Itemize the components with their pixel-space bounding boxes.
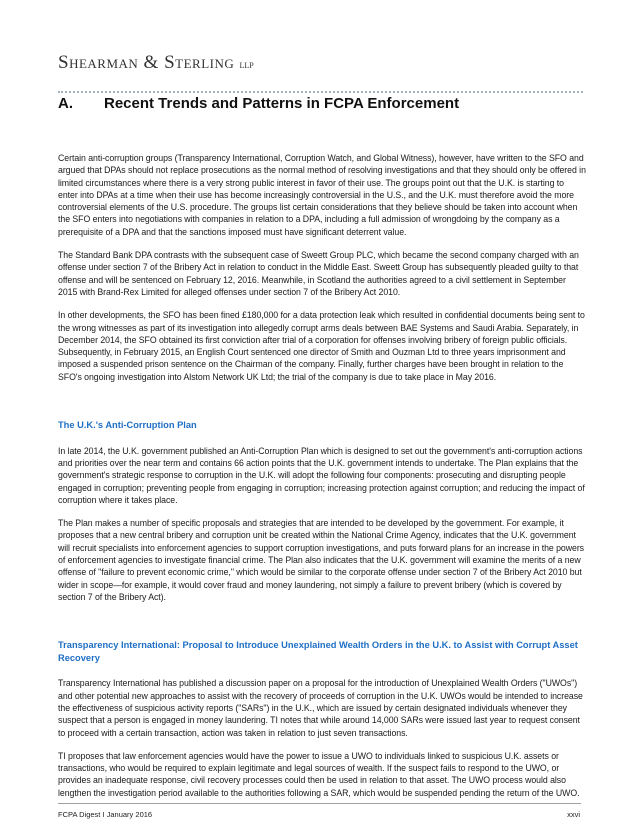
- footer-publication: FCPA Digest I January 2016: [58, 810, 153, 819]
- subheading-unexplained-wealth-orders: Transparency International: Proposal to Introduce Unexplained Wealth Orders in the U.K. to Assist with Corrupt Asset Recovery: [58, 640, 578, 663]
- paragraph: The Standard Bank DPA contrasts with the subsequent case of Sweett Group PLC, which became the second company charged with an offense under section 7 of the Bribery Act in relation to conduct in the Middle East. Sweett Group has subsequently pleaded guilty to that offense and will be sentenced on February 12, 2016. Meanwhile, in Scotland the authorities agreed to a civil settlement in September 2015 with Brand-Rex Limited for alleged offenses under section 7 of the Bribery Act 2010.: [58, 250, 579, 297]
- logo-suffix: LLP: [239, 61, 254, 70]
- paragraph: TI proposes that law enforcement agencies would have the power to issue a UWO to individuals linked to suspicious U.K. assets or transactions, who would be required to explain legitimate and legal sources of wealth. If the suspect fails to respond to the UWO, or provides an inadequate response, civil recovery processes could then be used in relation to that asset. The UWO process would also lengthen the investigation period available to the authorities following a SAR, which would be suspended pending the return of the UWO.: [58, 750, 580, 798]
- paragraph: The Plan makes a number of specific proposals and strategies that are intended to be developed by the government. For example, it proposes that a new central bribery and corruption unit be created within the National Crime Agency, indicates that the U.K. government will recruit specialists into enforcement agencies to support corruption investigations, and puts forward plans for an increase in the powers of enforcement agencies to investigate financial crime. The Plan also indicates that the U.K. government will examine the merits of a new offense of "failure to prevent economic crime," which would be similar to the corporate offense under section 7 of the Bribery Act 2010 but wider in scope—for example, it would cover fraud and money laundering, not simply a failure to prevent bribery (which is covered by section 7 of the Bribery Act).: [58, 518, 585, 602]
- section-title: Recent Trends and Patterns in FCPA Enforcement: [104, 95, 460, 112]
- firm-logo: [58, 52, 254, 74]
- header-divider: [58, 91, 583, 93]
- subheading-anti-corruption-plan: The U.K.'s Anti-Corruption Plan: [58, 420, 197, 431]
- section-heading: [58, 95, 459, 112]
- section-number: A.: [58, 95, 73, 112]
- page-number: xxvi: [567, 810, 580, 819]
- paragraph: In other developments, the SFO has been fined £180,000 for a data protection leak which resulted in confidential documents being sent to the wrong witnesses as part of its investigation into allegedly corrupt arms deals between BAE Systems and Saudi Arabia. Separately, in December 2014, the SFO obtained its first conviction after trial of a corporation for offenses involving bribery of foreign public officials. Subsequently, in February 2015, an English Court sentenced one director of Smith and Ouzman Ltd to three years imprisonment and imposed a suspended prison sentence on the Chairman of the company. Finally, further charges have been brought in relation to the SFO's ongoing investigation into Alstom Network UK Ltd; the trial of the company is due to take place in May 2016.: [58, 310, 585, 382]
- body-text: [58, 152, 586, 810]
- paragraph: In late 2014, the U.K. government published an Anti-Corruption Plan which is designed to set out the government's anti-corruption actions and priorities over the near term and contains 66 action points that the U.K. government intends to undertake. The Plan explains that the government's strategic response to corruption in the U.K. will adopt the following four components: prosecuting and disrupting people engaged in corruption; preventing people from engaging in corruption; increasing protection against corruption; and reducing the impact of corruption where it takes place.: [58, 445, 585, 505]
- logo-text: Shearman & Sterling: [58, 52, 235, 73]
- paragraph: Transparency International has published a discussion paper on a proposal for the introduction of Unexplained Wealth Orders ("UWOs") and other potential new approaches to assist with the recovery of proceeds of corruption in the U.K. UWOs would be intended to increase the effectiveness of suspicious activity reports ("SARs") in the U.K., which are issued by certain designated individuals whenever they suspect that a person is engaged in money laundering. TI notes that while around 14,000 SARs were issued last year to request consent to proceed with a certain transaction, action was taken in relation to just seven transactions.: [58, 678, 583, 738]
- footer-divider: [58, 803, 581, 804]
- paragraph: Certain anti-corruption groups (Transparency International, Corruption Watch, and Global Witness), however, have written to the SFO and argued that DPAs should not replace prosecutions as the normal method of resolving investigations and that they should only be offered in limited circumstances where there is a very strong public interest in favor of their use. The groups point out that the U.K. is starting to enter into DPAs at a time when their use has become increasingly controversial in the U.S., and the U.K. must therefore avoid the more controversial elements of the U.S. procedure. The groups list certain considerations that they believe should be taken into account when the SFO enters into negotiations with companies in relation to a DPA, including a full admission of wrongdoing by the company as a prerequisite of a DPA and that the sanctions imposed must have significant deterrent value.: [58, 153, 586, 237]
